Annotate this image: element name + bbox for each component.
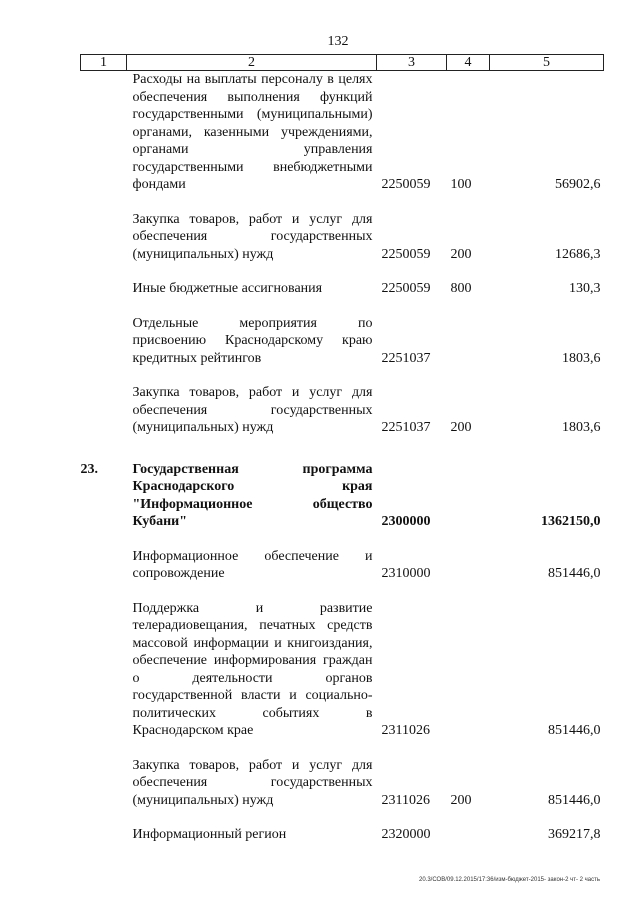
row-spacer [81, 809, 604, 826]
row-expense-type [447, 600, 490, 740]
table-row [81, 757, 604, 810]
table-row [81, 826, 604, 844]
header-col-1: 1 [81, 55, 127, 71]
row-spacer [81, 263, 604, 280]
row-spacer [81, 194, 604, 211]
row-number [81, 600, 127, 740]
row-code: 2311026 [381, 723, 430, 738]
row-code: 2250059 [381, 177, 431, 192]
row-spacer [81, 437, 604, 461]
row-expense-type: 800 [450, 281, 472, 296]
row-name: Поддержка и развитие телерадиовещания, печатных средств массовой информации и книгоиздания, обеспечение информирования граждан о деятельности органов государственной власти и социально-политических событиях в Краснодарском крае [132, 600, 373, 738]
row-number [81, 211, 127, 264]
row-name: Информационное обеспечение и сопровождение [132, 548, 373, 581]
row-number [81, 826, 127, 844]
page-number: 132 [327, 34, 349, 49]
row-expense-type: 100 [450, 177, 472, 192]
row-code: 2310000 [381, 566, 431, 581]
row-expense-type: 200 [450, 246, 472, 262]
row-number [81, 757, 127, 810]
row-code: 2251037 [381, 350, 431, 366]
row-number [81, 315, 127, 368]
row-amount: 12686,3 [555, 246, 601, 262]
row-number: 23. [80, 461, 98, 477]
row-amount: 56902,6 [555, 177, 601, 192]
row-code: 2320000 [381, 827, 431, 842]
row-spacer [81, 298, 604, 315]
row-name: Информационный регион [132, 827, 287, 842]
header-col-5: 5 [490, 55, 604, 71]
row-amount: 1362150,0 [541, 514, 601, 529]
row-amount: 851446,0 [548, 792, 601, 808]
row-expense-type [447, 315, 490, 368]
row-expense-type: 200 [450, 792, 472, 808]
row-code: 2250059 [381, 246, 431, 262]
row-name: Закупка товаров, работ и услуг для обеспечения государственных (муниципальных) нужд [132, 385, 373, 435]
row-spacer [81, 583, 604, 600]
header-col-3: 3 [377, 55, 447, 71]
row-name: Государственная программа Краснодарского края "Информационное общество Кубани" [132, 461, 373, 529]
row-amount: 1803,6 [562, 420, 601, 435]
table-row [81, 280, 604, 298]
table-row [81, 600, 604, 740]
header-col-2: 2 [127, 55, 377, 71]
row-amount: 1803,6 [562, 350, 601, 366]
row-code: 2300000 [381, 514, 431, 529]
table-row [81, 71, 604, 194]
row-expense-type [447, 461, 490, 531]
header-col-4: 4 [447, 55, 490, 71]
row-spacer [81, 367, 604, 384]
document-footer-stamp: 20.3/СОВ/09.12.2015/17:36/изм-бюджет-2015- закон-2 чт- 2 часть [418, 877, 600, 883]
table-row [81, 211, 604, 264]
table-row-program [81, 461, 604, 531]
row-amount: 851446,0 [548, 566, 601, 581]
table-row [81, 315, 604, 368]
row-name: Закупка товаров, работ и услуг для обеспечения государственных (муниципальных) нужд [132, 757, 373, 808]
row-name: Отдельные мероприятия по присвоению Краснодарскому краю кредитных рейтингов [132, 315, 373, 366]
row-amount: 130,3 [569, 281, 601, 296]
table-body [81, 71, 604, 844]
row-number [81, 71, 127, 194]
row-number [81, 384, 127, 437]
row-number [81, 548, 127, 583]
row-spacer [81, 531, 604, 548]
row-name: Расходы на выплаты персоналу в целях обеспечения выполнения функций государственными (муниципальными) органами, казенными учреждениями, органами управления государственными внебюджетными фондами [132, 72, 373, 192]
row-amount: 851446,0 [548, 723, 601, 738]
row-code: 2251037 [381, 420, 431, 435]
row-code: 2250059 [381, 281, 431, 296]
row-name: Закупка товаров, работ и услуг для обеспечения государственных (муниципальных) нужд [132, 211, 373, 262]
budget-table [80, 54, 604, 844]
table-row [81, 384, 604, 437]
row-expense-type [447, 826, 490, 844]
row-code: 2311026 [381, 792, 430, 808]
row-expense-type [447, 548, 490, 583]
table-header-row [81, 55, 604, 71]
table-row [81, 548, 604, 583]
row-spacer [81, 740, 604, 757]
row-number [81, 280, 127, 298]
row-name: Иные бюджетные ассигнования [132, 281, 323, 296]
row-expense-type: 200 [450, 420, 472, 435]
row-amount: 369217,8 [548, 827, 601, 842]
